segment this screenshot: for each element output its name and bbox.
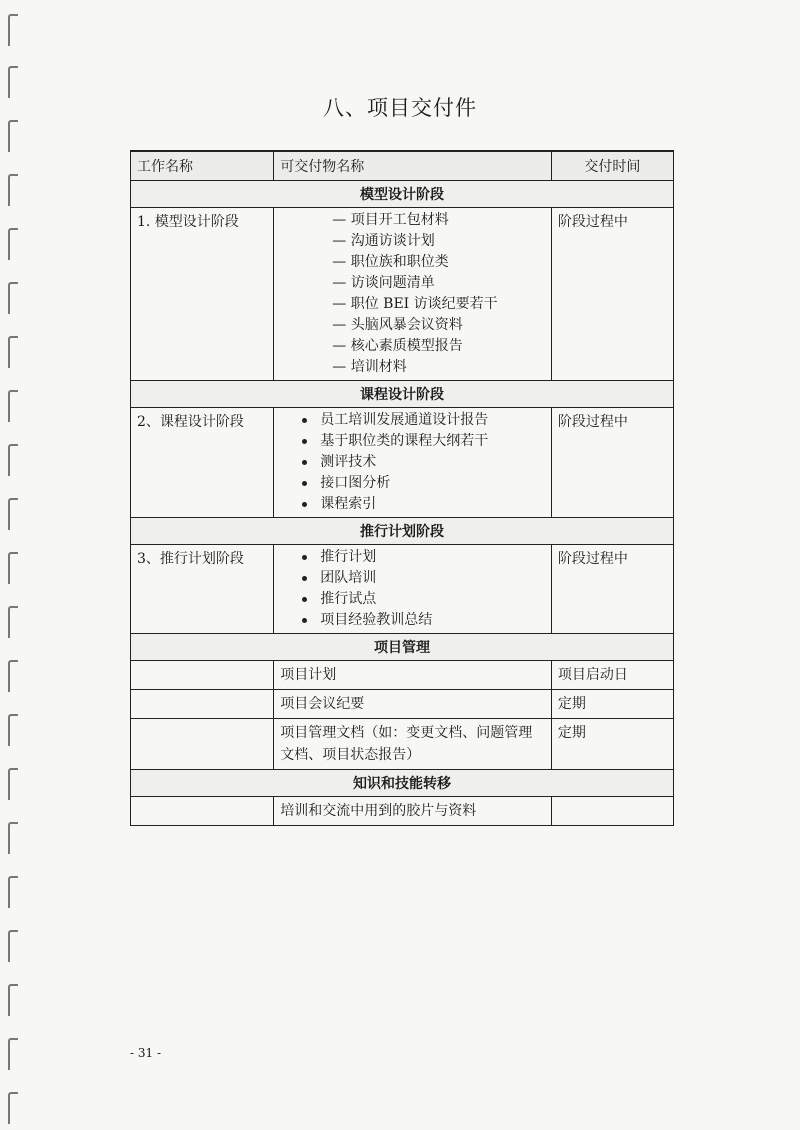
table-row <box>131 545 674 634</box>
binding-hole <box>8 1038 18 1070</box>
header-work-name: 工作名称 <box>131 151 274 181</box>
list-item: — 项目开工包材料 <box>280 210 545 231</box>
page-title: 八、项目交付件 <box>323 96 477 120</box>
binding-hole <box>8 498 18 530</box>
section-heading-row <box>131 518 674 545</box>
deliverables-list <box>280 408 545 517</box>
header-delivery-time: 交付时间 <box>551 151 673 181</box>
binding-hole <box>8 930 18 962</box>
section-heading-knowledge-transfer: 知识和技能转移 <box>131 770 674 797</box>
header-deliverable-name: 可交付物名称 <box>274 151 552 181</box>
table-row <box>131 797 674 826</box>
delivery-time: 定期 <box>551 719 673 770</box>
binding-hole <box>8 606 18 638</box>
binding-hole <box>8 174 18 206</box>
delivery-time: 阶段过程中 <box>551 208 673 381</box>
delivery-time: 阶段过程中 <box>551 545 673 634</box>
list-item: 推行试点 <box>280 589 545 610</box>
list-item: 推行计划 <box>280 547 545 568</box>
list-item: 项目经验教训总结 <box>280 610 545 631</box>
list-item: — 核心素质模型报告 <box>280 336 545 357</box>
binding-hole <box>8 444 18 476</box>
deliverable-item: 培训和交流中用到的胶片与资料 <box>274 797 552 826</box>
binding-hole <box>8 984 18 1016</box>
binding-hole <box>8 336 18 368</box>
deliverable-item: 项目计划 <box>274 661 552 690</box>
list-item: 测评技术 <box>280 452 545 473</box>
deliverables-cell <box>274 408 552 518</box>
list-item: — 头脑风暴会议资料 <box>280 315 545 336</box>
binding-hole <box>8 822 18 854</box>
page-number: - 31 - <box>130 1046 162 1060</box>
stage-name: 3、推行计划阶段 <box>131 545 274 634</box>
binding-hole <box>8 768 18 800</box>
list-item: 接口图分析 <box>280 473 545 494</box>
deliverable-item: 项目管理文档（如：变更文档、问题管理文档、项目状态报告） <box>274 719 552 770</box>
binding-hole <box>8 228 18 260</box>
stage-name: 1. 模型设计阶段 <box>131 208 274 381</box>
delivery-time: 定期 <box>551 690 673 719</box>
section-heading-row <box>131 181 674 208</box>
binding-hole <box>8 876 18 908</box>
deliverable-item: 项目会议纪要 <box>274 690 552 719</box>
table-header-row <box>131 151 674 181</box>
delivery-time: 阶段过程中 <box>551 408 673 518</box>
list-item: 基于职位类的课程大纲若干 <box>280 431 545 452</box>
list-item: — 访谈问题清单 <box>280 273 545 294</box>
delivery-time <box>551 797 673 826</box>
section-heading-model-design: 模型设计阶段 <box>131 181 674 208</box>
list-item: — 沟通访谈计划 <box>280 231 545 252</box>
deliverables-cell <box>274 545 552 634</box>
empty-cell <box>131 690 274 719</box>
section-heading-project-management: 项目管理 <box>131 634 674 661</box>
table-row <box>131 719 674 770</box>
section-heading-row <box>131 770 674 797</box>
list-item: 团队培训 <box>280 568 545 589</box>
binding-hole <box>8 552 18 584</box>
empty-cell <box>131 719 274 770</box>
list-item: 课程索引 <box>280 494 545 515</box>
binding-hole <box>8 660 18 692</box>
deliverables-table <box>130 150 674 826</box>
binding-hole <box>8 14 18 46</box>
stage-name: 2、课程设计阶段 <box>131 408 274 518</box>
section-heading-rollout-plan: 推行计划阶段 <box>131 518 674 545</box>
binding-hole <box>8 390 18 422</box>
deliverables-list <box>280 208 545 380</box>
section-heading-row <box>131 381 674 408</box>
table-row <box>131 208 674 381</box>
table-row <box>131 690 674 719</box>
list-item: — 职位族和职位类 <box>280 252 545 273</box>
table-row <box>131 661 674 690</box>
binding-hole <box>8 714 18 746</box>
binding-holes <box>8 0 22 1130</box>
empty-cell <box>131 661 274 690</box>
binding-hole <box>8 1092 18 1124</box>
binding-hole <box>8 120 18 152</box>
empty-cell <box>131 797 274 826</box>
list-item: 员工培训发展通道设计报告 <box>280 410 545 431</box>
section-heading-row <box>131 634 674 661</box>
list-item: — 培训材料 <box>280 357 545 378</box>
delivery-time: 项目启动日 <box>551 661 673 690</box>
deliverables-list <box>280 545 545 633</box>
list-item: — 职位 BEI 访谈纪要若干 <box>280 294 545 315</box>
section-heading-course-design: 课程设计阶段 <box>131 381 674 408</box>
deliverables-cell <box>274 208 552 381</box>
table-row <box>131 408 674 518</box>
binding-hole <box>8 282 18 314</box>
